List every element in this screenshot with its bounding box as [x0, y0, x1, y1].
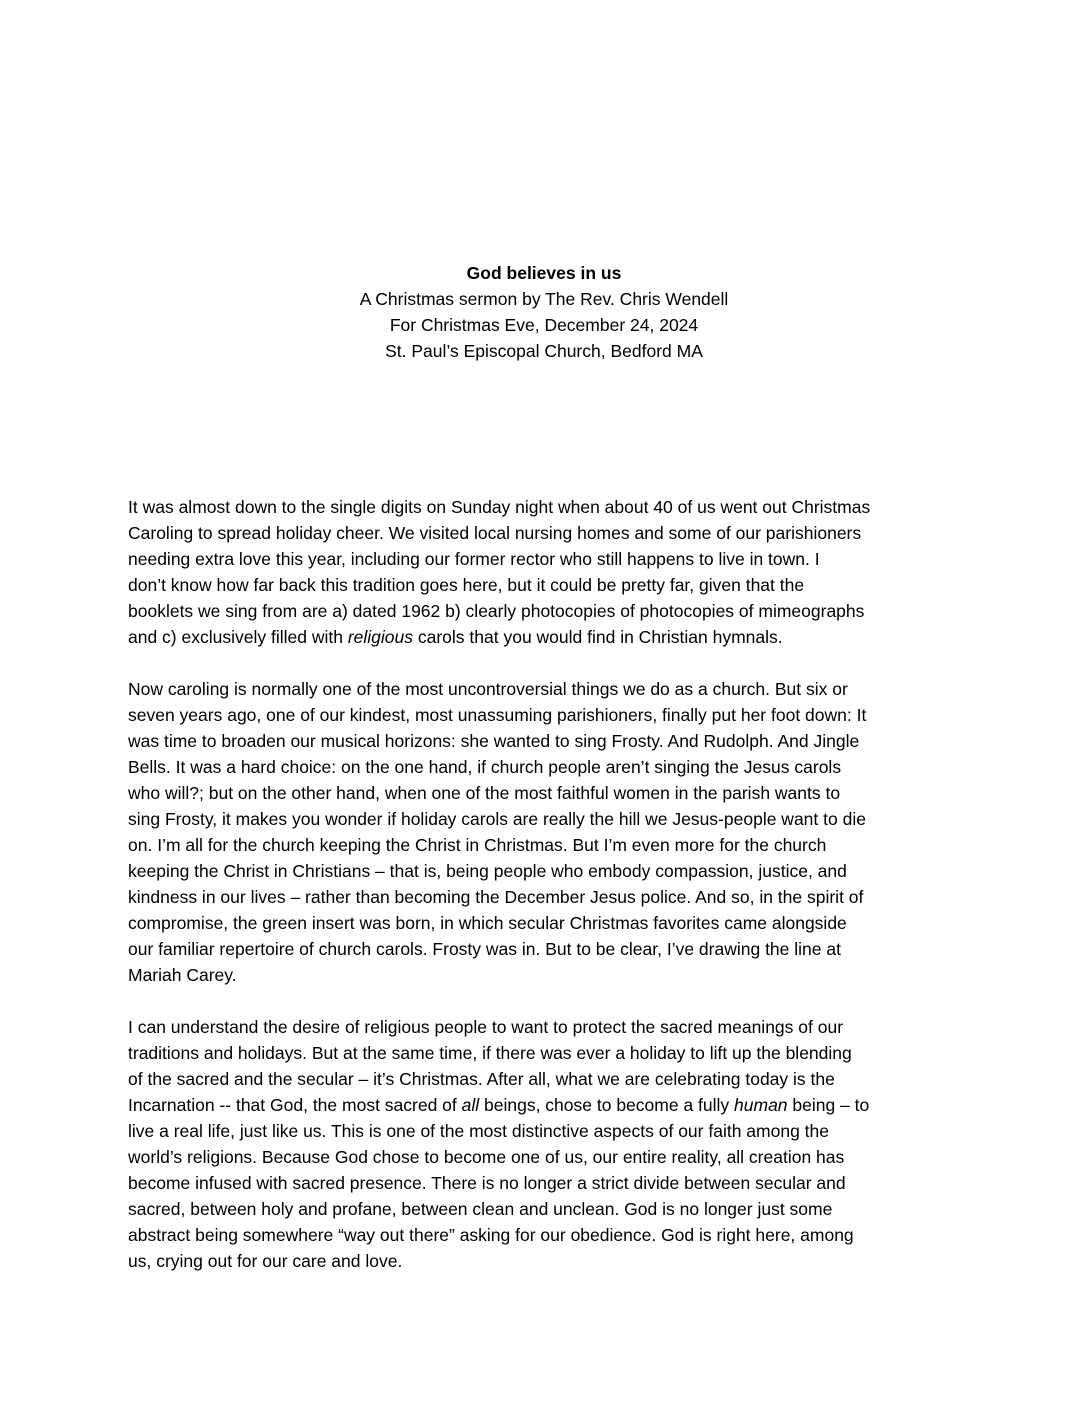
- paragraph-line: [128, 624, 968, 650]
- text-run: being – to: [787, 1095, 870, 1115]
- paragraph-line: traditions and holidays. But at the same time, if there was ever a holiday to lift up the blending: [128, 1043, 852, 1063]
- paragraph-line: kindness in our lives – rather than becoming the December Jesus police. And so, in the spirit of: [128, 887, 864, 907]
- paragraph-line: world’s religions. Because God chose to become one of us, our entire reality, all creation has: [128, 1147, 845, 1167]
- sermon-header: [0, 260, 1088, 364]
- paragraph-line: sacred, between holy and profane, between clean and unclean. God is no longer just some: [128, 1199, 833, 1219]
- paragraph-line: Bells. It was a hard choice: on the one hand, if church people aren’t singing the Jesus carols: [128, 757, 842, 777]
- sermon-subtitle: A Christmas sermon by The Rev. Chris Wendell: [359, 289, 729, 309]
- sermon-body: [128, 494, 968, 1300]
- paragraph-line: who will?; but on the other hand, when one of the most faithful women in the parish wants to: [128, 783, 841, 803]
- paragraph-line: sing Frosty, it makes you wonder if holiday carols are really the hill we Jesus-people want to die: [128, 809, 866, 829]
- paragraph-line: become infused with sacred presence. There is no longer a strict divide between secular and: [128, 1173, 846, 1193]
- paragraph-line: don’t know how far back this tradition goes here, but it could be pretty far, given that the: [128, 575, 805, 595]
- text-run: Incarnation -- that God, the most sacred of: [128, 1095, 462, 1115]
- italic-emphasis: religious: [347, 627, 413, 647]
- paragraph-line: booklets we sing from are a) dated 1962 b) clearly photocopies of photocopies of mimeographs: [128, 601, 865, 621]
- paragraph-line: us, crying out for our care and love.: [128, 1251, 403, 1271]
- paragraph-line: Now caroling is normally one of the most uncontroversial things we do as a church. But six or: [128, 679, 848, 699]
- text-run: beings, chose to become a fully: [479, 1095, 735, 1115]
- paragraph-line: It was almost down to the single digits on Sunday night when about 40 of us went out Christmas: [128, 497, 871, 517]
- sermon-location: St. Paul’s Episcopal Church, Bedford MA: [385, 341, 703, 361]
- paragraph-line: seven years ago, one of our kindest, most unassuming parishioners, finally put her foot down: It: [128, 705, 867, 725]
- paragraph-line: compromise, the green insert was born, in which secular Christmas favorites came alongside: [128, 913, 847, 933]
- paragraph-line: Caroling to spread holiday cheer. We visited local nursing homes and some of our parishioners: [128, 523, 862, 543]
- paragraph-line: abstract being somewhere “way out there” asking for our obedience. God is right here, among: [128, 1225, 854, 1245]
- paragraph-line: [128, 1092, 968, 1118]
- paragraph-line: I can understand the desire of religious people to want to protect the sacred meanings of our: [128, 1017, 844, 1037]
- text-run: carols that you would find in Christian hymnals.: [413, 627, 783, 647]
- paragraph-line: live a real life, just like us. This is one of the most distinctive aspects of our faith among the: [128, 1121, 829, 1141]
- paragraph-line: was time to broaden our musical horizons: she wanted to sing Frosty. And Rudolph. And Jingle: [128, 731, 860, 751]
- paragraph-line: keeping the Christ in Christians – that is, being people who embody compassion, justice, and: [128, 861, 847, 881]
- paragraph-line: needing extra love this year, including our former rector who still happens to live in town. I: [128, 549, 820, 569]
- sermon-occasion: For Christmas Eve, December 24, 2024: [389, 315, 699, 335]
- italic-emphasis: human: [734, 1095, 788, 1115]
- paragraph-line: of the sacred and the secular – it’s Christmas. After all, what we are celebrating today is the: [128, 1069, 835, 1089]
- paragraph-3: [128, 1014, 968, 1274]
- text-run: and c) exclusively filled with: [128, 627, 348, 647]
- paragraph-line: our familiar repertoire of church carols. Frosty was in. But to be clear, I’ve drawing the line at: [128, 939, 841, 959]
- sermon-title: God believes in us: [466, 263, 622, 283]
- paragraph-1: [128, 494, 968, 650]
- paragraph-line: Mariah Carey.: [128, 965, 237, 985]
- italic-emphasis: all: [461, 1095, 480, 1115]
- paragraph-line: on. I’m all for the church keeping the Christ in Christmas. But I’m even more for the church: [128, 835, 827, 855]
- paragraph-2: [128, 676, 968, 988]
